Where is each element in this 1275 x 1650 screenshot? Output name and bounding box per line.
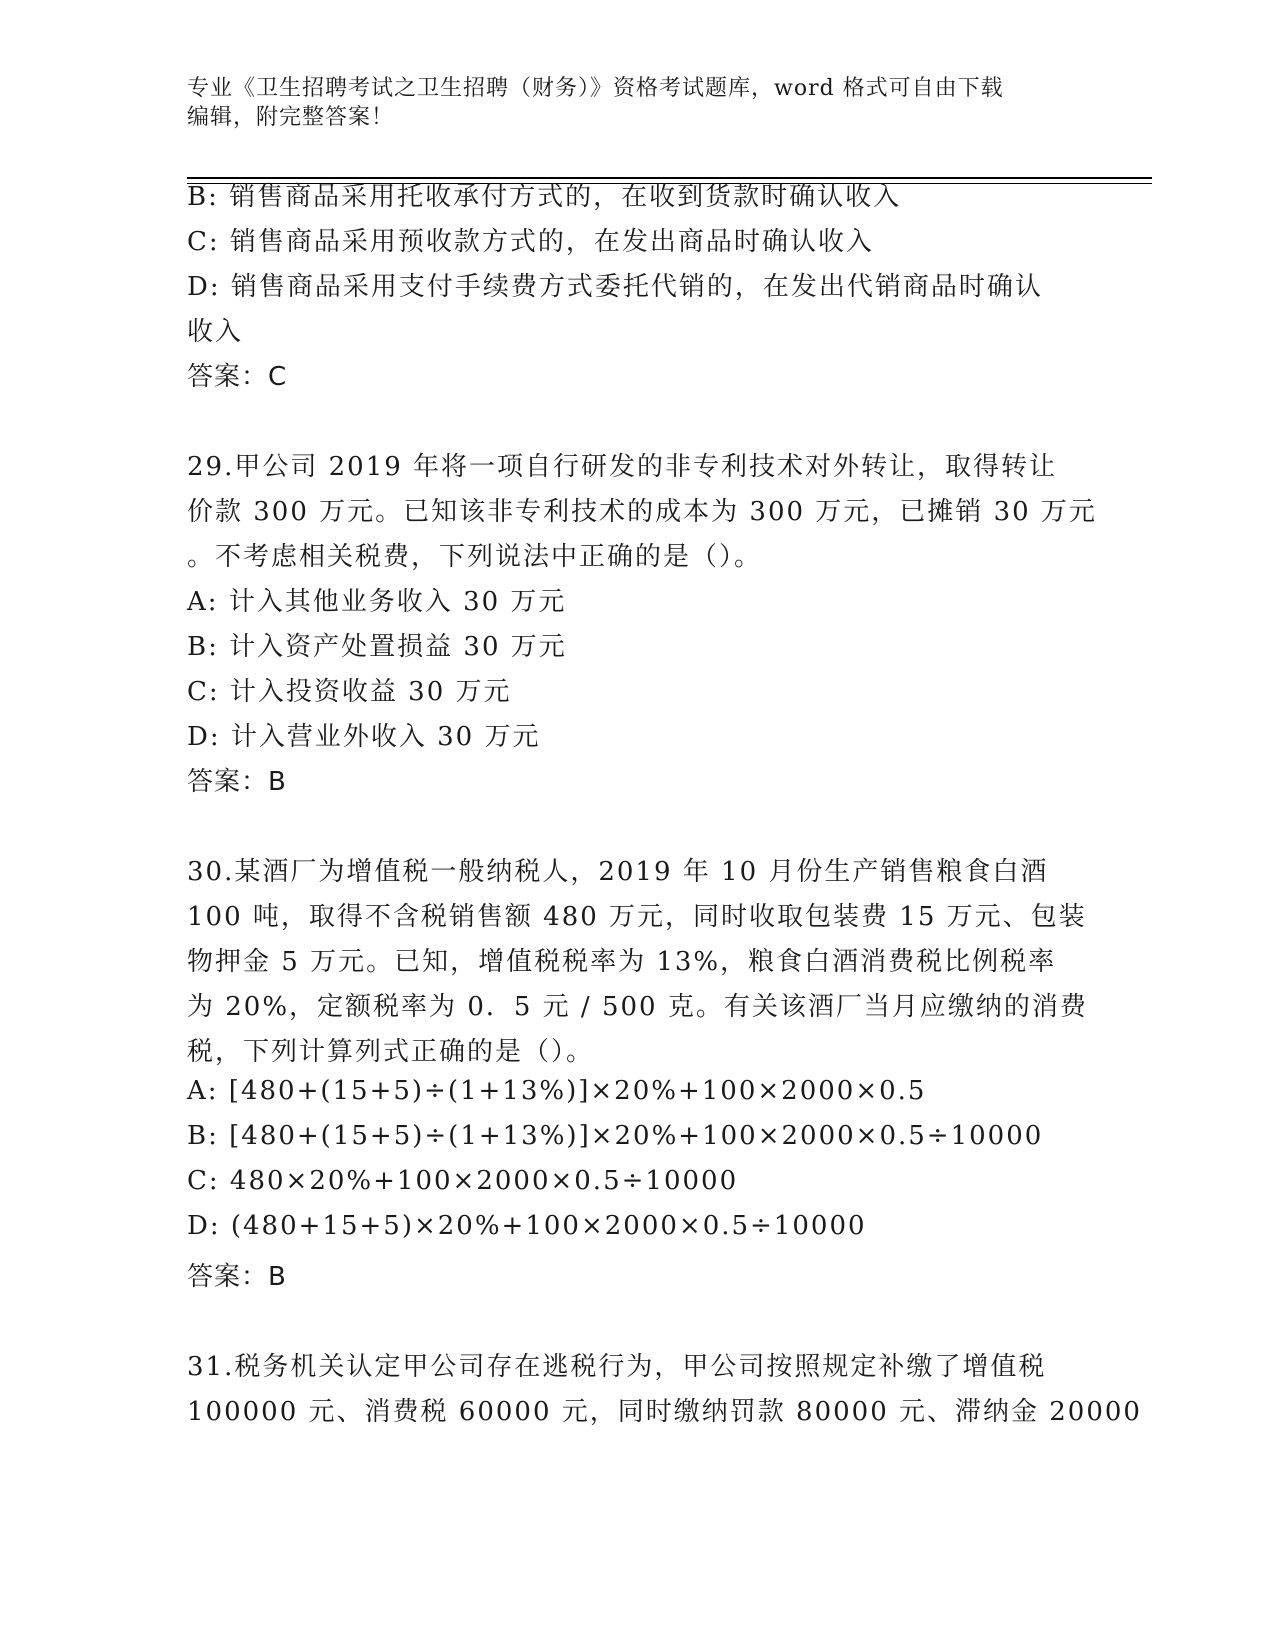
text-line: D: 销售商品采用支付手续费方式委托代销的，在发出代销商品时确认 [187,272,1043,302]
text-line: C: 计入投资收益 30 万元 [187,677,512,707]
answer-line: 答案：B [187,1262,287,1292]
answer-line: 答案：C [187,362,288,392]
header-line-2: 编辑，附完整答案！ [187,105,395,130]
text-line: B: 计入资产处置损益 30 万元 [187,632,567,662]
text-line: C: 销售商品采用预收款方式的，在发出商品时确认收入 [187,227,874,257]
text-line: 为 20%，定额税率为 0．5 元 / 500 克。有关该酒厂当月应缴纳的消费 [187,992,1088,1022]
text-line: D: 计入营业外收入 30 万元 [187,722,541,752]
text-line: 100000 元、消费税 60000 元，同时缴纳罚款 80000 元、滞纳金 20000 [187,1397,1142,1427]
text-line: 物押金 5 万元。已知，增值税税率为 13%，粮食白酒消费税比例税率 [187,947,1057,977]
header-line-1: 专业《卫生招聘考试之卫生招聘（财务）》资格考试题库，word 格式可自由下载 [187,76,1004,101]
text-line: 价款 300 万元。已知该非专利技术的成本为 300 万元，已摊销 30 万元 [187,497,1097,527]
text-line: 。不考虑相关税费，下列说法中正确的是（）。 [187,542,763,572]
text-line: A: [480+(15+5)÷(1+13%)]×20%+100×2000×0.5 [187,1076,927,1106]
text-line: 税，下列计算列式正确的是（）。 [187,1037,595,1067]
text-line: D: (480+15+5)×20%+100×2000×0.5÷10000 [187,1211,867,1241]
text-line: A: 计入其他业务收入 30 万元 [187,587,567,617]
text-line: 100 吨，取得不含税销售额 480 万元，同时收取包装费 15 万元、包装 [187,902,1087,932]
text-line: 29.甲公司 2019 年将一项自行研发的非专利技术对外转让，取得转让 [187,452,1058,482]
text-line: C: 480×20%+100×2000×0.5÷10000 [187,1166,739,1196]
text-line: 收入 [187,317,244,347]
text-line: B: 销售商品采用托收承付方式的，在收到货款时确认收入 [187,182,902,212]
text-line: B: [480+(15+5)÷(1+13%)]×20%+100×2000×0.5÷10000 [187,1121,1044,1151]
answer-line: 答案：B [187,767,287,797]
text-line: 31.税务机关认定甲公司存在逃税行为，甲公司按照规定补缴了增值税 [187,1352,1047,1382]
text-line: 30.某酒厂为增值税一般纳税人，2019 年 10 月份生产销售粮食白酒 [187,857,1049,887]
page-header [187,74,1067,132]
